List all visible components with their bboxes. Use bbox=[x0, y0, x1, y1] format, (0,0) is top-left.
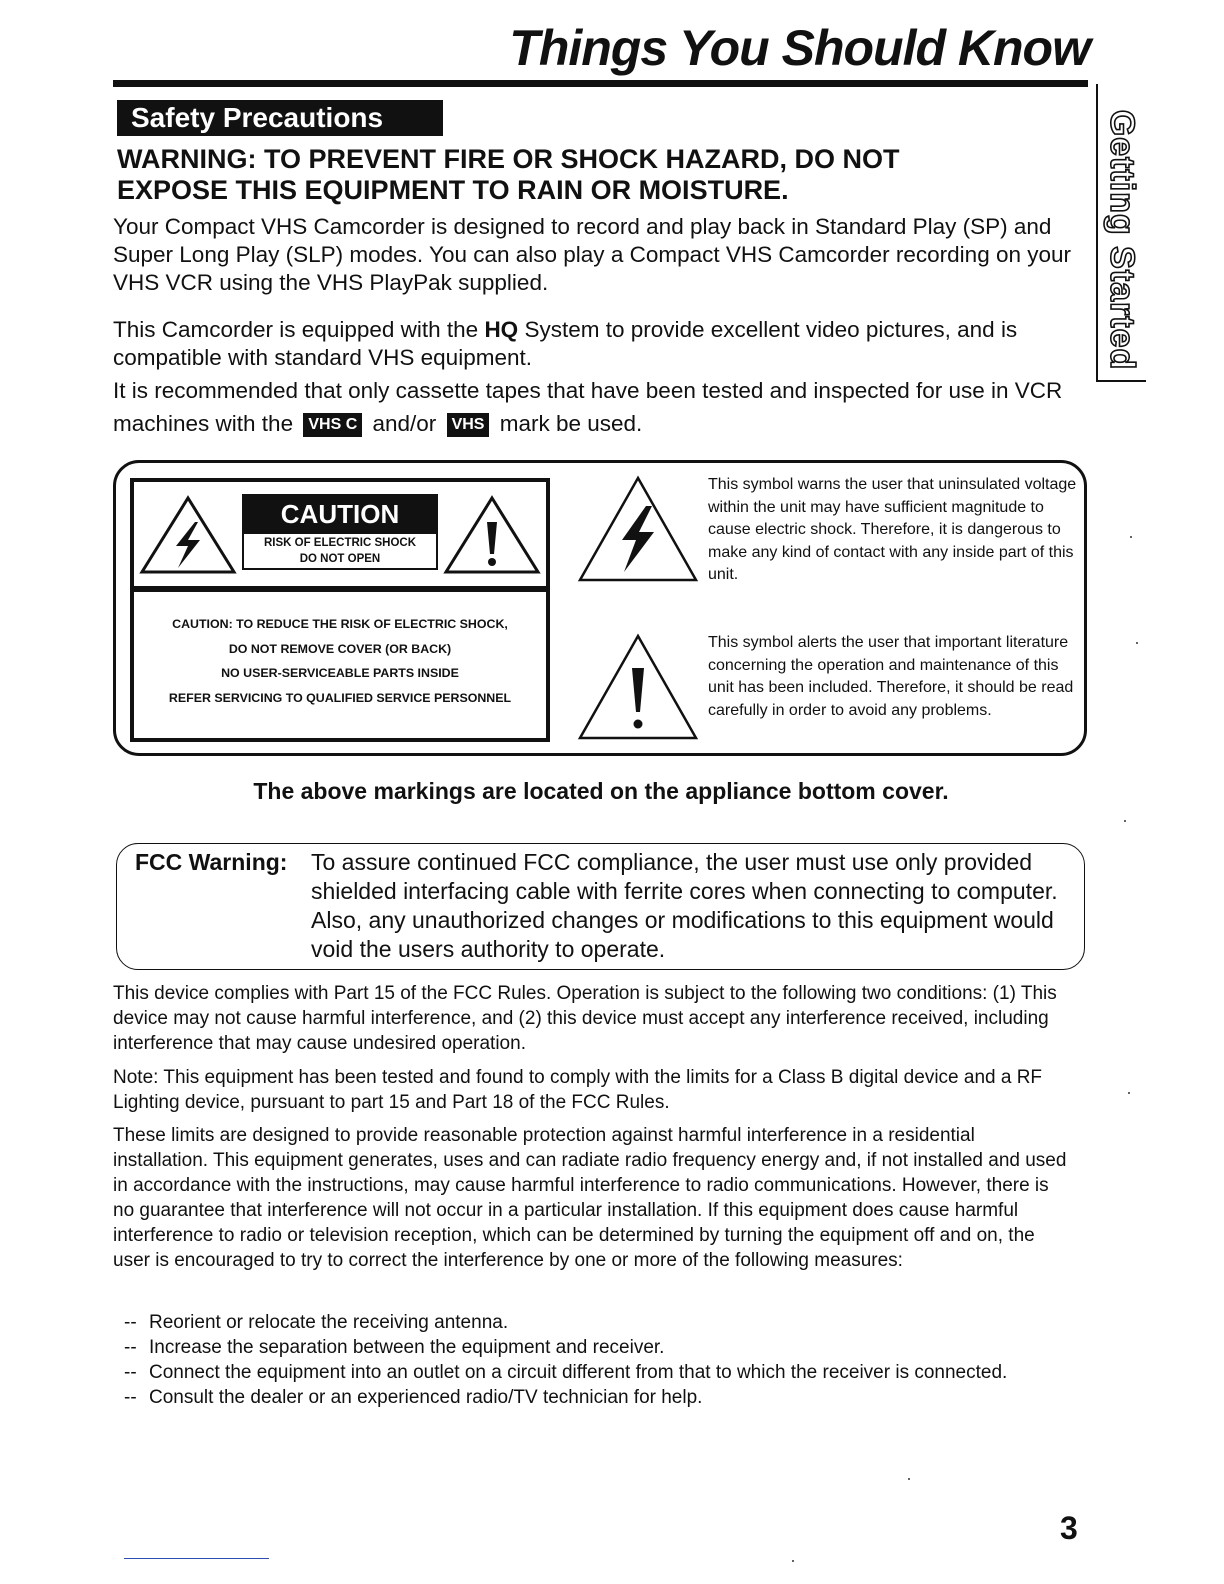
exclamation-warning-icon bbox=[442, 494, 542, 576]
tape-recommendation-middle: and/or bbox=[366, 411, 443, 436]
fcc-compliance-paragraph: This device complies with Part 15 of the FCC Rules. Operation is subject to the following two conditions: (1) This device may not cause harmful interference, and (2) this device must accept any interference received, including interference that may cause undesired operation. bbox=[113, 983, 1057, 1054]
caution-label: CAUTION bbox=[242, 494, 438, 534]
vhs-c-logo: VHS C bbox=[303, 413, 362, 437]
fcc-warning-text: To assure continued FCC compliance, the user must use only provided shielded interfacing cable with ferrite cores when connecting to computer. Also, any unauthorized changes or modifications to this equipment would void the users authority to operate. bbox=[311, 849, 1058, 962]
tape-recommendation-end: mark be used. bbox=[493, 411, 643, 436]
fcc-note-paragraph: Note: This equipment has been tested and found to comply with the limits for a Class B digital device and a RF Lighting device, pursuant to part 15 and Part 18 of the FCC Rules. bbox=[113, 1067, 1043, 1113]
caution-sublabel-line-1: RISK OF ELECTRIC SHOCK bbox=[263, 537, 417, 549]
markings-location-note: The above markings are located on the appliance bottom cover. bbox=[253, 778, 949, 804]
caution-instruction-line: REFER SERVICING TO QUALIFIED SERVICE PERSONNEL bbox=[168, 690, 512, 705]
scan-speck bbox=[1130, 536, 1132, 538]
footer-rule bbox=[124, 1558, 269, 1559]
tape-recommendation-start: It is recommended that only cassette tapes that have been tested and inspected for use in VCR machines with the bbox=[113, 378, 1063, 436]
interference-measures-list bbox=[124, 1310, 1074, 1410]
tape-recommendation bbox=[113, 374, 1073, 440]
interference-limits-paragraph: These limits are designed to provide reasonable protection against harmful interference in a residential installation. This equipment generates, uses and can radiate radio frequency energy and, if not installed and used in accordance with the instructions, may cause harmful interference to radio communications. However, there is no guarantee that interference will not occur in a particular installation. If this equipment does cause harmful interference to radio or television reception, which can be determined by turning the equipment off and on, the user is encouraged to try to correct the interference by one or more of the following measures: bbox=[113, 1125, 1067, 1271]
chapter-side-tab bbox=[1096, 84, 1146, 382]
list-item: -- Reorient or relocate the receiving antenna. bbox=[124, 1310, 1074, 1335]
caution-label-divider bbox=[130, 586, 550, 592]
caution-instruction-line: DO NOT REMOVE COVER (OR BACK) bbox=[228, 641, 452, 656]
page-number: 3 bbox=[1060, 1510, 1078, 1546]
section-heading: Safety Precautions bbox=[117, 100, 443, 136]
scan-speck bbox=[1128, 1092, 1130, 1094]
scan-speck bbox=[1136, 642, 1138, 644]
lightning-symbol-icon bbox=[576, 474, 700, 586]
scan-speck bbox=[908, 1478, 910, 1480]
hq-system-paragraph bbox=[113, 316, 1073, 372]
camcorder-description: Your Compact VHS Camcorder is designed to record and play back in Standard Play (SP) and Super Long Play (SLP) modes. You can also play a Compact VHS Camcorder recording on your VHS VCR using the VHS PlayPak supplied. bbox=[113, 214, 1072, 295]
lightning-symbol-description: This symbol warns the user that uninsulated voltage within the unit may have sufficient magnitude to cause electric shock. Therefore, it is dangerous to make any kind of contact with any inside part of this unit. bbox=[708, 476, 1077, 583]
caution-sublabel-line-2: DO NOT OPEN bbox=[299, 553, 381, 565]
warning-heading-line-1: WARNING: TO PREVENT FIRE OR SHOCK HAZARD, DO NOT bbox=[117, 144, 900, 174]
caution-instructions bbox=[134, 612, 546, 710]
vhs-logo: VHS bbox=[447, 413, 490, 437]
exclamation-symbol-description: This symbol alerts the user that important literature concerning the operation and maintenance of this unit has been included. Therefore, it should be read carefully in order to avoid any problems. bbox=[708, 634, 1074, 719]
hq-paragraph-start: This Camcorder is equipped with the bbox=[113, 317, 485, 342]
lightning-warning-icon bbox=[138, 494, 238, 576]
warning-heading bbox=[117, 144, 1017, 206]
chapter-side-tab-label: Getting Started bbox=[1103, 109, 1141, 371]
warning-heading-line-2: EXPOSE THIS EQUIPMENT TO RAIN OR MOISTURE. bbox=[117, 175, 789, 205]
hq-label: HQ bbox=[484, 317, 519, 342]
page-title: Things You Should Know bbox=[509, 20, 1090, 76]
list-item: -- Increase the separation between the equipment and receiver. bbox=[124, 1335, 1074, 1360]
hq-paragraph-end: System to provide excellent video pictures, and is compatible with standard VHS equipment. bbox=[113, 317, 1018, 370]
list-item: -- Consult the dealer or an experienced radio/TV technician for help. bbox=[124, 1385, 1074, 1410]
exclamation-symbol-icon bbox=[576, 632, 700, 744]
title-rule bbox=[113, 80, 1088, 87]
scan-speck bbox=[792, 1560, 794, 1562]
caution-instruction-line: CAUTION: TO REDUCE THE RISK OF ELECTRIC SHOCK, bbox=[172, 617, 508, 631]
scan-speck bbox=[1124, 820, 1126, 822]
fcc-warning-label: FCC Warning: bbox=[135, 849, 288, 875]
caution-instruction-line: NO USER-SERVICEABLE PARTS INSIDE bbox=[221, 666, 459, 680]
list-item: -- Connect the equipment into an outlet on a circuit different from that to which the receiver is connected. bbox=[124, 1360, 1074, 1385]
caution-sublabel bbox=[242, 534, 438, 570]
